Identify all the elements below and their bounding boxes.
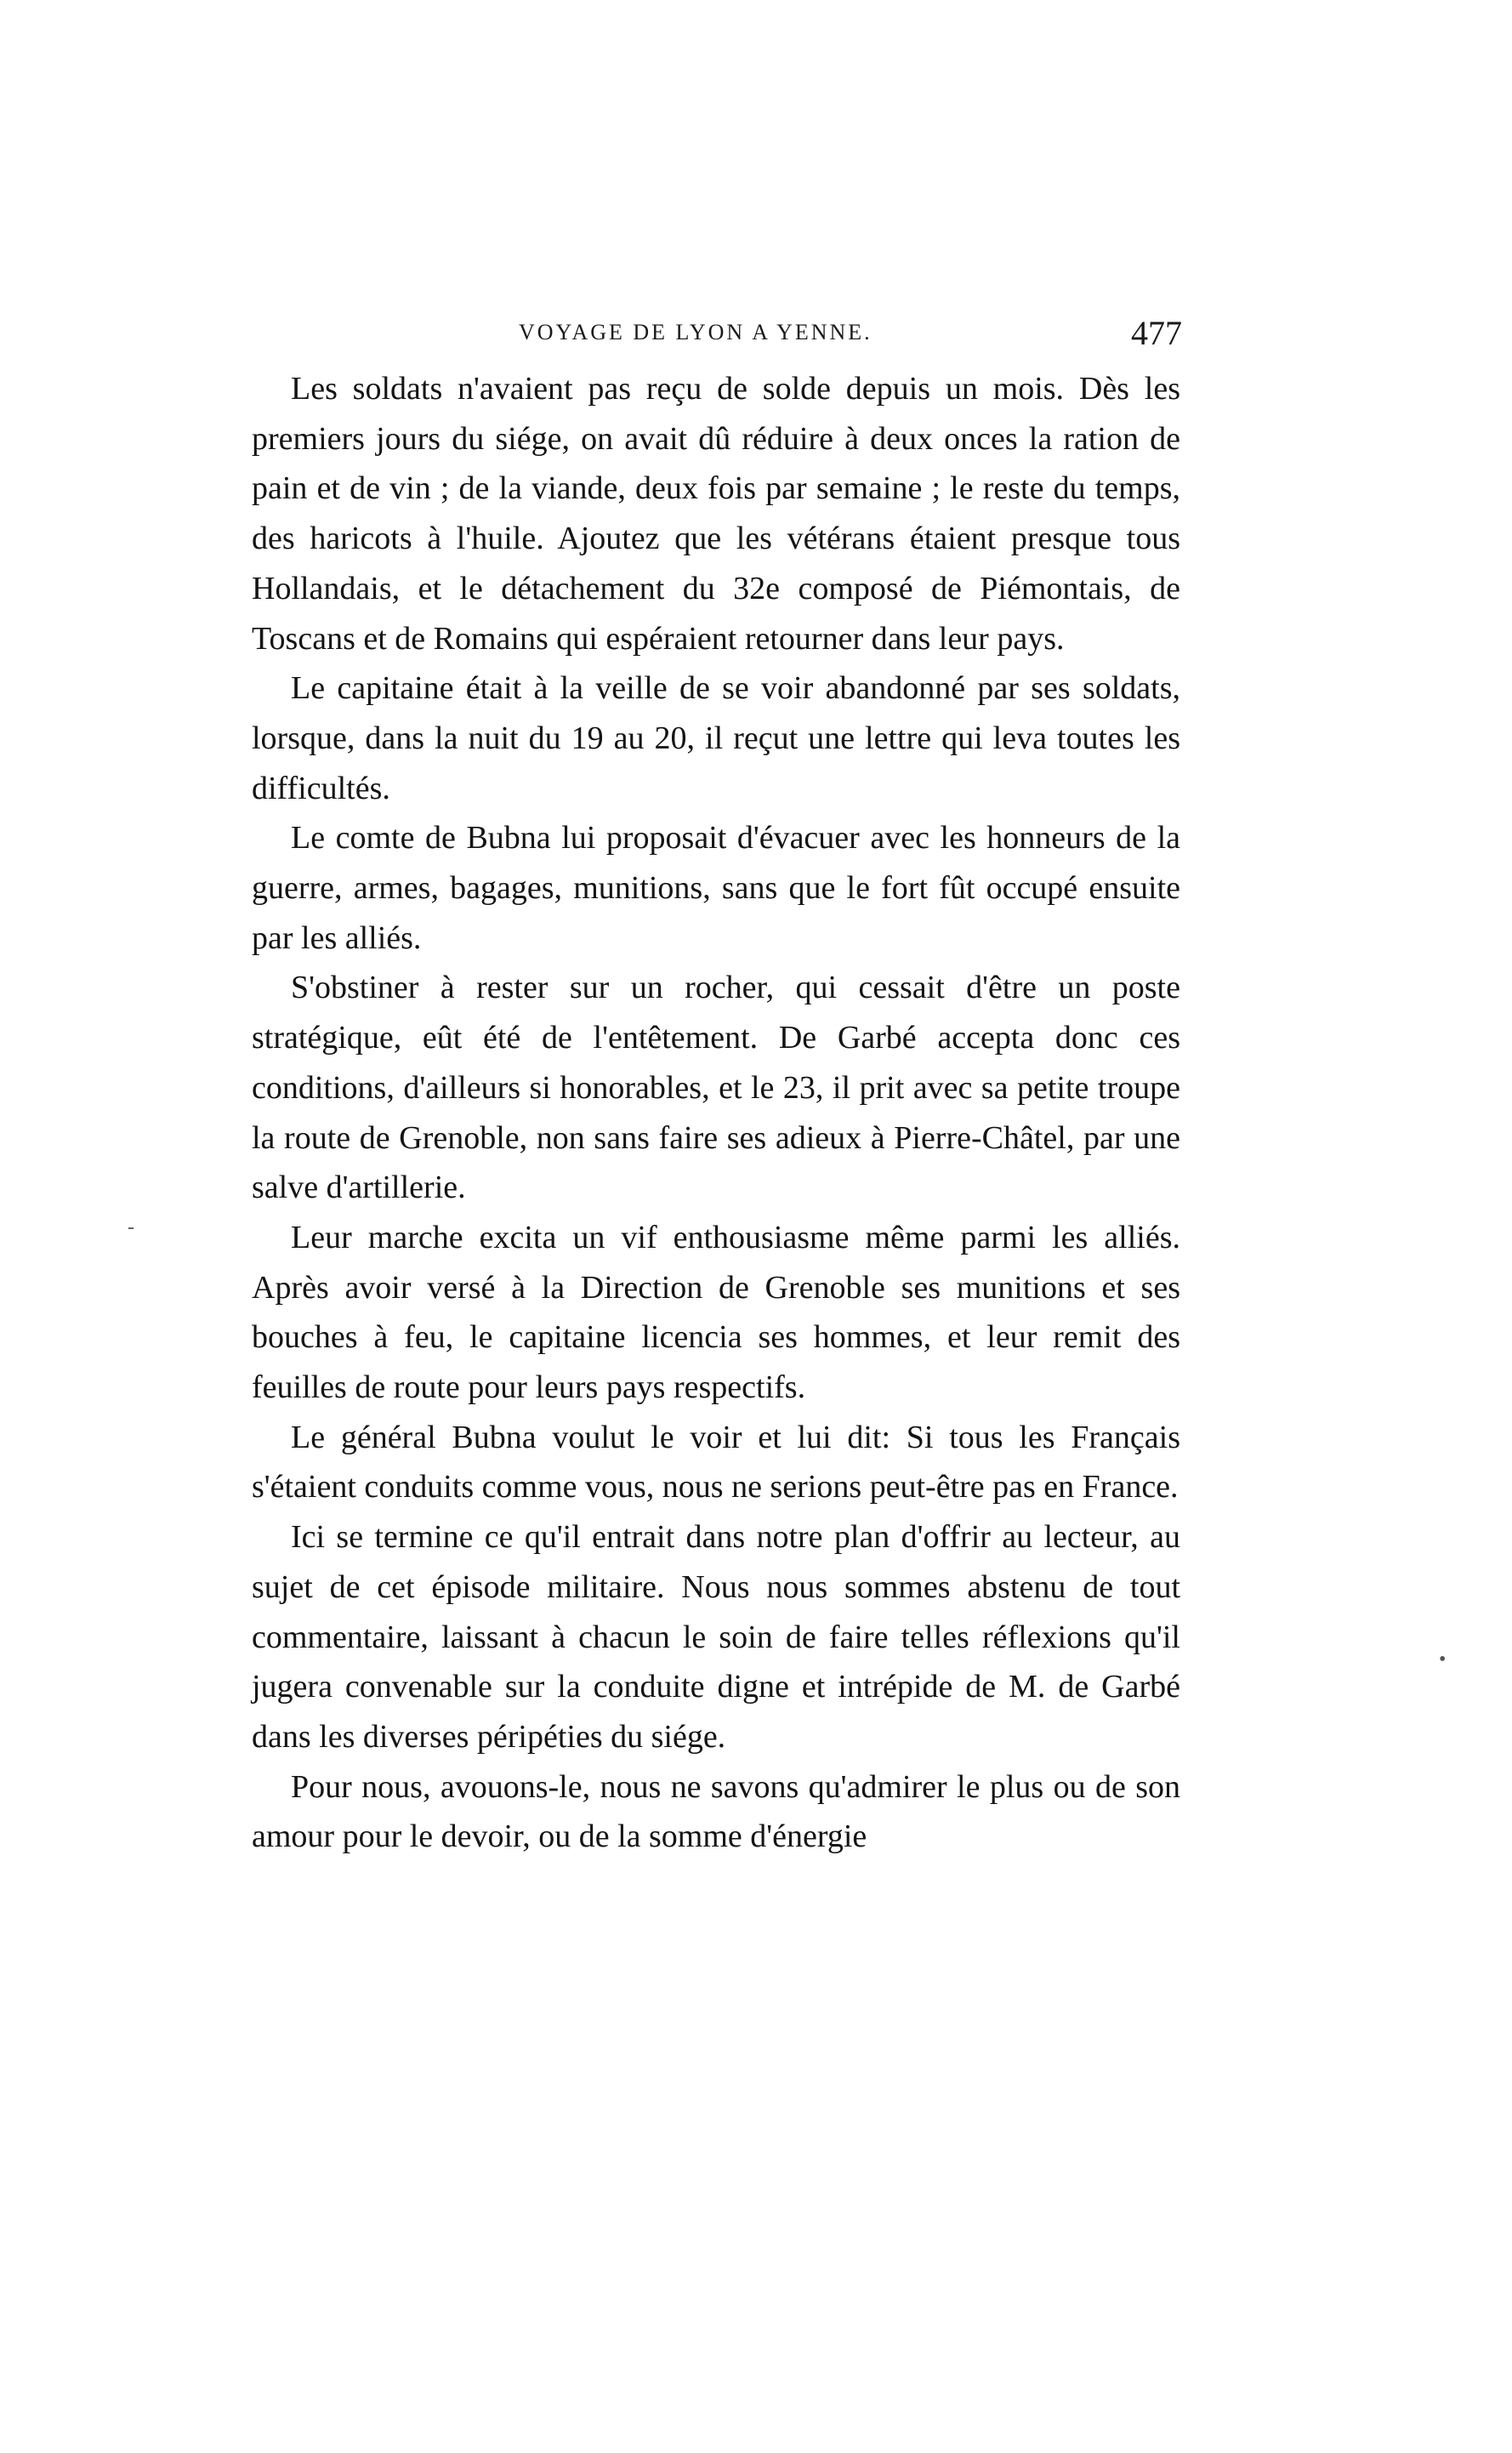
margin-dot-mark: • (1439, 1648, 1447, 1670)
paragraph-3: Le comte de Bubna lui proposait d'évacuer avec les honneurs de la guerre, armes, bagages, munitions, sans que le fort fût occupé ensuite par les alliés. (252, 820, 1180, 956)
paragraph-8: Pour nous, avouons-le, nous ne savons qu'admirer le plus ou de son amour pour le devoir, ou de la somme d'énergie (252, 1768, 1180, 1855)
paragraph-6: Le général Bubna voulut le voir et lui dit: Si tous les Français s'étaient conduits comme vous, nous ne serions peut-être pas en France. (252, 1419, 1180, 1505)
running-head (255, 313, 1182, 364)
page-number: 477 (1131, 314, 1182, 352)
paragraph-4: S'obstiner à rester sur un rocher, qui cessait d'être un poste stratégique, eût été de l'entêtement. De Garbé accepta donc ces conditions, d'ailleurs si honorables, et le 23, il prit avec sa petite troupe la route de Grenoble, non sans faire ses adieux à Pierre-Châtel, par une salve d'artillerie. (252, 970, 1180, 1206)
paragraph-1: Les soldats n'avaient pas reçu de solde depuis un mois. Dès les premiers jours du siége, on avait dû réduire à deux onces la ration de pain et de vin ; de la viande, deux fois par semaine ; le reste du temps, des haricots à l'huile. Ajoutez que les vétérans étaient presque tous Hollandais, et le détachement du 32e composé de Piémontais, de Toscans et de Romains qui espéraient retourner dans leur pays. (252, 371, 1180, 657)
running-head-title: VOYAGE DE LYON A YENNE. (519, 320, 873, 344)
paragraph-2: Le capitaine était à la veille de se voir abandonné par ses soldats, lorsque, dans la nuit du 19 au 20, il reçut une lettre qui leva toutes les difficultés. (252, 670, 1180, 806)
body-text (252, 364, 1180, 1862)
paragraph-5: Leur marche excita un vif enthousiasme même parmi les alliés. Après avoir versé à la Direction de Grenoble ses munitions et ses bouches à feu, le capitaine licencia ses hommes, et leur remit des feuilles de route pour leurs pays respectifs. (252, 1219, 1180, 1406)
margin-dash-mark: - (128, 1216, 134, 1238)
paragraph-7: Ici se termine ce qu'il entrait dans notre plan d'offrir au lecteur, au sujet de cet épisode militaire. Nous nous sommes abstenu de tout commentaire, laissant à chacun le soin de faire telles réflexions qu'il jugera convenable sur la conduite digne et intrépide de M. de Garbé dans les diverses péripéties du siége. (252, 1519, 1180, 1755)
